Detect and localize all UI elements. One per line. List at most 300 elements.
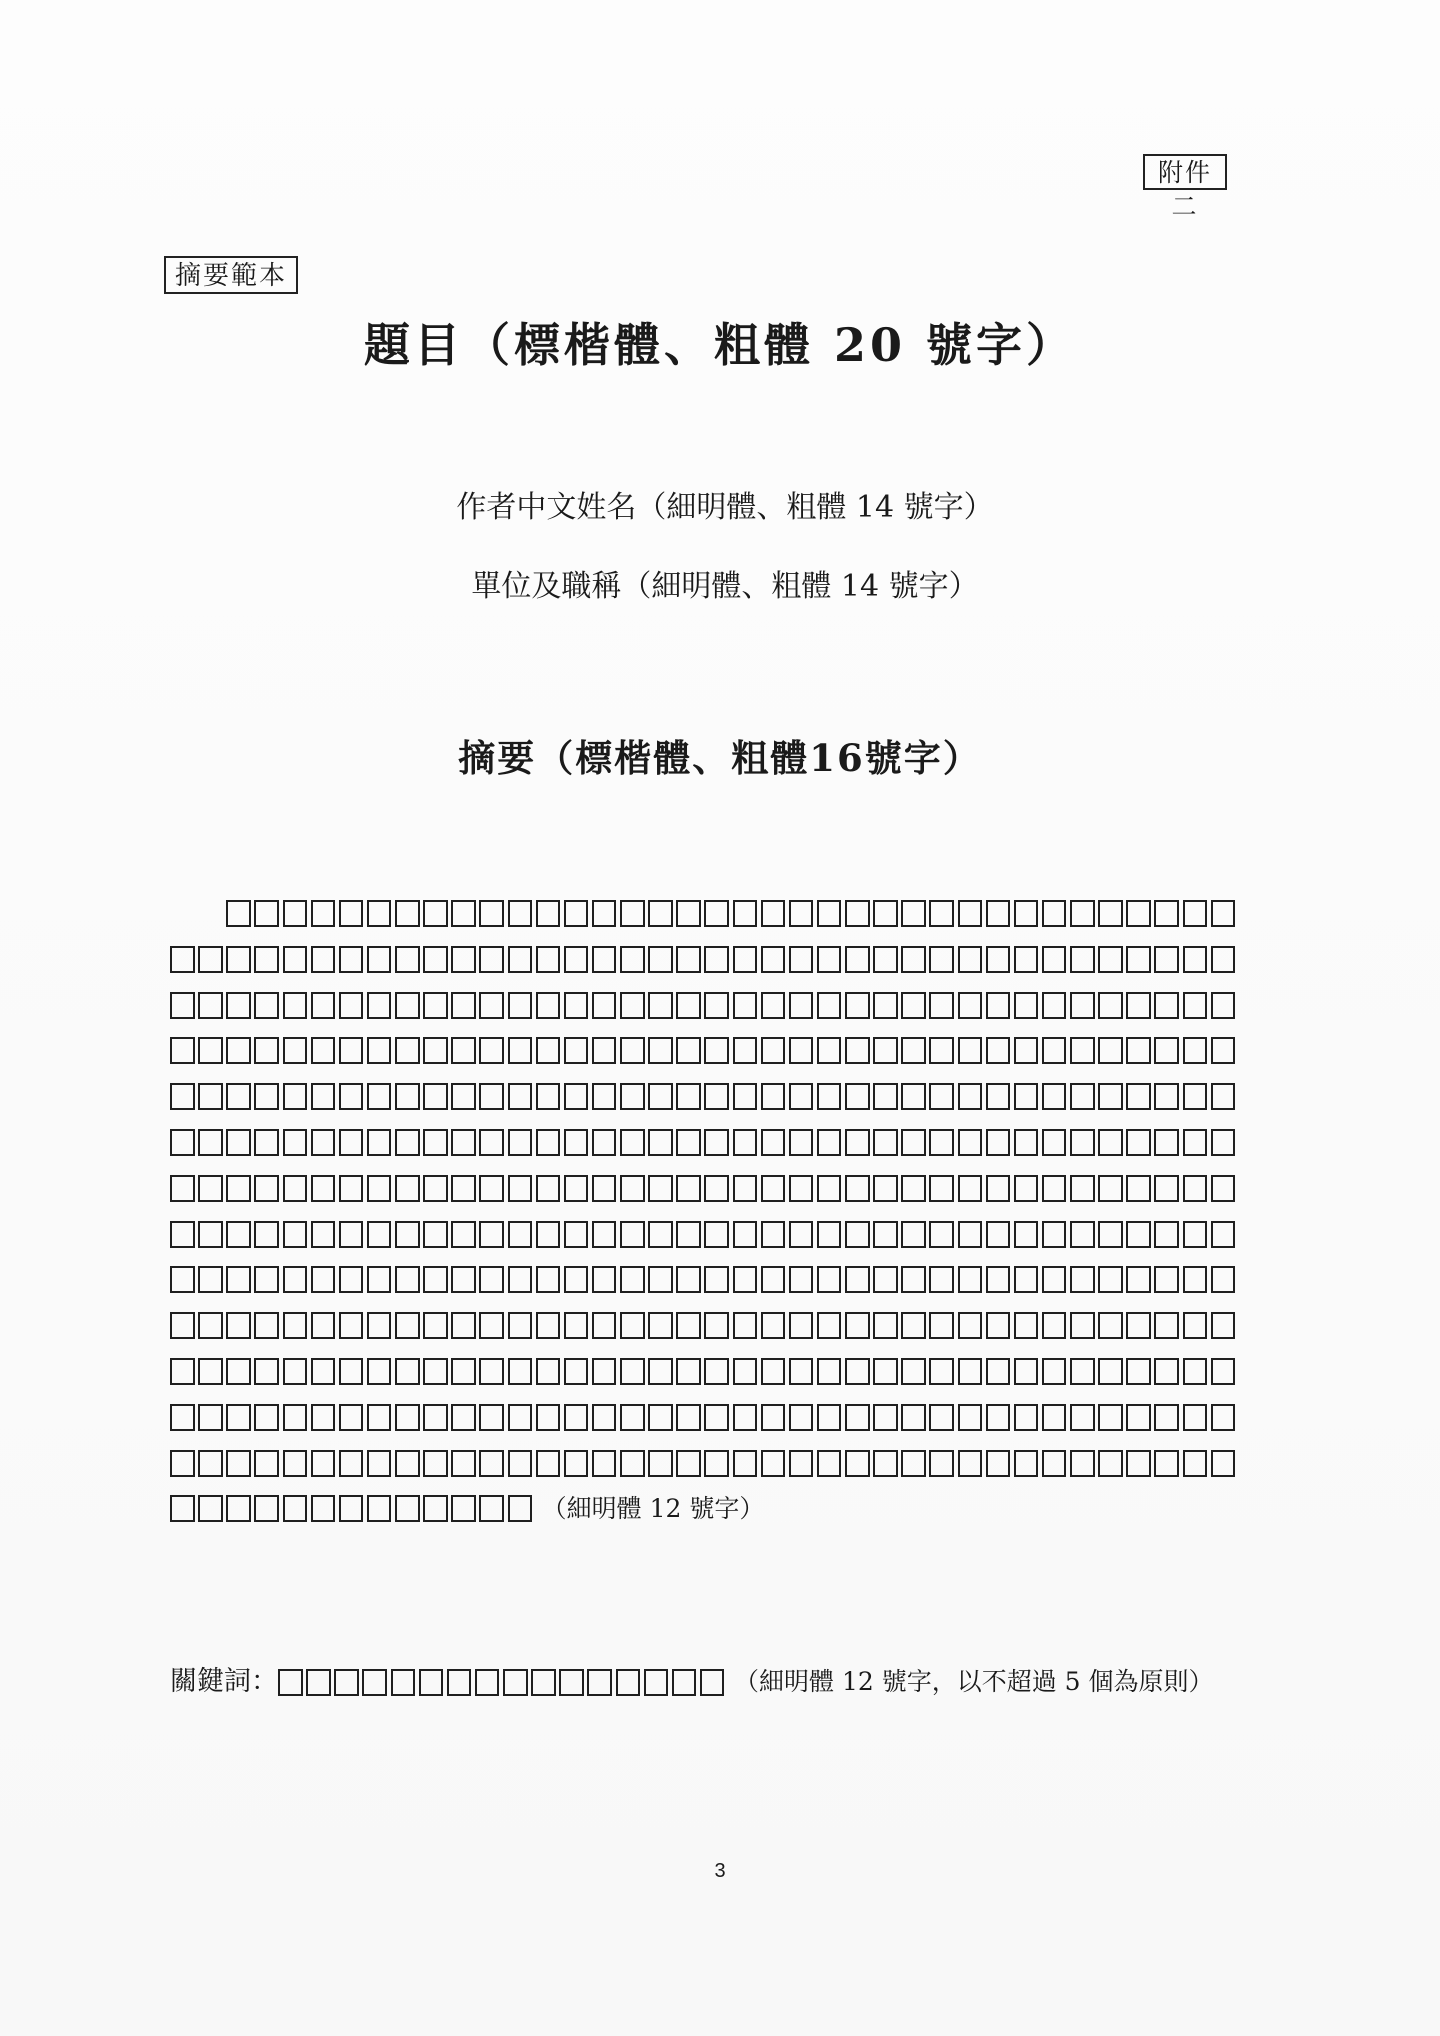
placeholder-box [1126, 1221, 1151, 1248]
placeholder-box [789, 900, 814, 927]
placeholder-box [620, 1129, 645, 1156]
placeholder-box [508, 1450, 533, 1477]
keyword-placeholder-box [362, 1669, 387, 1696]
placeholder-box [845, 1404, 870, 1431]
placeholder-box [423, 1083, 448, 1110]
placeholder-box [592, 1404, 617, 1431]
placeholder-box [1070, 1358, 1095, 1385]
placeholder-box [564, 1175, 589, 1202]
placeholder-box [1154, 900, 1179, 927]
placeholder-box [508, 1221, 533, 1248]
placeholder-box [226, 900, 251, 927]
placeholder-box [1126, 1129, 1151, 1156]
placeholder-box [564, 1358, 589, 1385]
placeholder-box [620, 1358, 645, 1385]
placeholder-box [283, 1495, 308, 1522]
placeholder-box [254, 1175, 279, 1202]
keyword-placeholder-box [306, 1669, 331, 1696]
placeholder-box [648, 1312, 673, 1339]
placeholder-box [648, 1221, 673, 1248]
placeholder-box [198, 1404, 223, 1431]
placeholder-box [592, 1450, 617, 1477]
placeholder-box [817, 1037, 842, 1064]
placeholder-box [564, 1266, 589, 1293]
placeholder-box [761, 946, 786, 973]
placeholder-box [1154, 1312, 1179, 1339]
placeholder-box [198, 1450, 223, 1477]
placeholder-box [704, 1037, 729, 1064]
placeholder-box [1183, 1175, 1208, 1202]
placeholder-box [1211, 1358, 1236, 1385]
placeholder-box [648, 946, 673, 973]
placeholder-box [311, 946, 336, 973]
placeholder-box [395, 900, 420, 927]
keyword-placeholder-box [391, 1669, 416, 1696]
abstract-row [170, 1358, 1239, 1388]
placeholder-box [958, 1312, 983, 1339]
placeholder-box [1098, 1037, 1123, 1064]
placeholder-box [929, 1175, 954, 1202]
placeholder-box [845, 992, 870, 1019]
placeholder-box [620, 900, 645, 927]
placeholder-box [311, 1129, 336, 1156]
placeholder-box [620, 946, 645, 973]
placeholder-box [1183, 1450, 1208, 1477]
abstract-row [170, 1037, 1239, 1067]
placeholder-box [1211, 1266, 1236, 1293]
placeholder-box [592, 1129, 617, 1156]
placeholder-box [789, 1083, 814, 1110]
placeholder-box [564, 1450, 589, 1477]
placeholder-box [704, 1450, 729, 1477]
placeholder-box [479, 1129, 504, 1156]
placeholder-box [423, 900, 448, 927]
placeholder-box [1154, 1175, 1179, 1202]
placeholder-box [1014, 946, 1039, 973]
keyword-placeholder-box [616, 1669, 641, 1696]
placeholder-box [1126, 900, 1151, 927]
placeholder-box [395, 992, 420, 1019]
abstract-row [170, 946, 1239, 976]
placeholder-box [704, 1221, 729, 1248]
placeholder-box [451, 1495, 476, 1522]
placeholder-box [1070, 1037, 1095, 1064]
placeholder-box [198, 1358, 223, 1385]
placeholder-box [198, 1083, 223, 1110]
placeholder-box [676, 1358, 701, 1385]
placeholder-box [367, 946, 392, 973]
placeholder-box [1126, 1404, 1151, 1431]
placeholder-box [845, 1037, 870, 1064]
placeholder-box [958, 1221, 983, 1248]
placeholder-box [873, 946, 898, 973]
placeholder-box [1211, 1312, 1236, 1339]
placeholder-box [283, 1037, 308, 1064]
placeholder-box [226, 1312, 251, 1339]
placeholder-box [254, 1495, 279, 1522]
placeholder-box [929, 1450, 954, 1477]
placeholder-box [704, 1129, 729, 1156]
keywords-label: 關鍵詞： [170, 1666, 278, 1697]
placeholder-box [1126, 1175, 1151, 1202]
placeholder-box [873, 1358, 898, 1385]
placeholder-box [648, 1404, 673, 1431]
placeholder-box [1154, 946, 1179, 973]
placeholder-box [254, 946, 279, 973]
placeholder-box [1183, 1358, 1208, 1385]
placeholder-box [1126, 1358, 1151, 1385]
placeholder-box [1070, 1450, 1095, 1477]
placeholder-box [845, 1312, 870, 1339]
placeholder-box [170, 1175, 195, 1202]
placeholder-box [789, 1037, 814, 1064]
abstract-row [226, 900, 1239, 930]
keyword-placeholder-box [531, 1669, 556, 1696]
placeholder-box [789, 1358, 814, 1385]
placeholder-box [704, 1083, 729, 1110]
placeholder-box [479, 946, 504, 973]
placeholder-box [479, 1450, 504, 1477]
placeholder-box [170, 1358, 195, 1385]
placeholder-box [1154, 992, 1179, 1019]
placeholder-box [226, 1358, 251, 1385]
placeholder-box [958, 1175, 983, 1202]
placeholder-box [901, 1129, 926, 1156]
placeholder-box [1098, 946, 1123, 973]
placeholder-box [901, 1312, 926, 1339]
placeholder-box [508, 1358, 533, 1385]
placeholder-box [958, 900, 983, 927]
placeholder-box [170, 1129, 195, 1156]
placeholder-box [704, 1312, 729, 1339]
placeholder-box [339, 1312, 364, 1339]
placeholder-box [1042, 1404, 1067, 1431]
placeholder-box [817, 1358, 842, 1385]
placeholder-box [1154, 1450, 1179, 1477]
placeholder-box [929, 946, 954, 973]
placeholder-box [733, 1450, 758, 1477]
placeholder-box [1126, 1450, 1151, 1477]
placeholder-box [395, 946, 420, 973]
placeholder-box [536, 992, 561, 1019]
placeholder-box [1014, 1358, 1039, 1385]
placeholder-box [761, 1266, 786, 1293]
placeholder-box [1154, 1129, 1179, 1156]
placeholder-box [254, 1358, 279, 1385]
placeholder-box [254, 992, 279, 1019]
abstract-row [170, 1450, 1239, 1480]
placeholder-box [536, 1404, 561, 1431]
placeholder-box [198, 992, 223, 1019]
placeholder-box [929, 1129, 954, 1156]
placeholder-box [1211, 1083, 1236, 1110]
page-number: 3 [714, 1860, 726, 1882]
placeholder-box [620, 1266, 645, 1293]
placeholder-box [395, 1312, 420, 1339]
placeholder-box [283, 992, 308, 1019]
placeholder-box [1070, 1175, 1095, 1202]
placeholder-box [986, 900, 1011, 927]
placeholder-box [1042, 1266, 1067, 1293]
placeholder-box [1154, 1037, 1179, 1064]
placeholder-box [339, 1083, 364, 1110]
placeholder-box [536, 1175, 561, 1202]
placeholder-box [451, 1358, 476, 1385]
placeholder-box [1183, 1312, 1208, 1339]
placeholder-box [929, 1312, 954, 1339]
placeholder-box [676, 1312, 701, 1339]
placeholder-box [592, 1037, 617, 1064]
placeholder-box [1014, 1175, 1039, 1202]
placeholder-box [254, 1037, 279, 1064]
keyword-placeholder-box [644, 1669, 669, 1696]
placeholder-box [929, 1221, 954, 1248]
placeholder-box [704, 946, 729, 973]
placeholder-box [564, 1221, 589, 1248]
placeholder-box [451, 1312, 476, 1339]
placeholder-box [1070, 992, 1095, 1019]
placeholder-box [170, 1495, 195, 1522]
placeholder-box [339, 1129, 364, 1156]
placeholder-box [536, 1358, 561, 1385]
placeholder-box [339, 1221, 364, 1248]
placeholder-box [536, 1129, 561, 1156]
placeholder-box [170, 1312, 195, 1339]
page-title: 題目（標楷體、粗體 20 號字） [363, 318, 1077, 372]
placeholder-box [1098, 992, 1123, 1019]
placeholder-box [311, 1037, 336, 1064]
keyword-placeholder-box [503, 1669, 528, 1696]
placeholder-box [761, 1083, 786, 1110]
keywords-note: （細明體 12 號字，以不超過 5 個為原則） [734, 1667, 1214, 1696]
placeholder-box [367, 1312, 392, 1339]
placeholder-box [423, 1450, 448, 1477]
placeholder-box [1014, 1312, 1039, 1339]
placeholder-box [536, 1266, 561, 1293]
placeholder-box [873, 1037, 898, 1064]
placeholder-box [1154, 1083, 1179, 1110]
placeholder-box [1154, 1221, 1179, 1248]
placeholder-box [873, 1175, 898, 1202]
placeholder-box [733, 1037, 758, 1064]
placeholder-box [958, 1450, 983, 1477]
placeholder-box [1042, 992, 1067, 1019]
placeholder-box [733, 1083, 758, 1110]
placeholder-box [311, 1495, 336, 1522]
placeholder-box [451, 992, 476, 1019]
placeholder-box [648, 1450, 673, 1477]
placeholder-box [901, 1083, 926, 1110]
placeholder-box [564, 1129, 589, 1156]
placeholder-box [733, 1266, 758, 1293]
placeholder-box [1042, 1358, 1067, 1385]
placeholder-box [733, 1221, 758, 1248]
placeholder-box [367, 992, 392, 1019]
placeholder-box [170, 1221, 195, 1248]
keyword-placeholder-box [278, 1669, 303, 1696]
placeholder-box [395, 1129, 420, 1156]
abstract-font-note: （細明體 12 號字） [541, 1494, 765, 1524]
placeholder-box [817, 946, 842, 973]
placeholder-box [479, 1083, 504, 1110]
placeholder-box [508, 1175, 533, 1202]
keyword-placeholder-box [419, 1669, 444, 1696]
placeholder-box [845, 1358, 870, 1385]
placeholder-box [1014, 1266, 1039, 1293]
placeholder-box [1098, 1312, 1123, 1339]
placeholder-box [1098, 900, 1123, 927]
placeholder-box [761, 1312, 786, 1339]
placeholder-box [789, 946, 814, 973]
placeholder-box [761, 900, 786, 927]
placeholder-box [986, 1175, 1011, 1202]
placeholder-box [929, 1358, 954, 1385]
placeholder-box [648, 1358, 673, 1385]
placeholder-box [761, 1221, 786, 1248]
placeholder-box [845, 946, 870, 973]
placeholder-box [873, 1266, 898, 1293]
placeholder-box [536, 1221, 561, 1248]
placeholder-box [1183, 1129, 1208, 1156]
placeholder-box [986, 1404, 1011, 1431]
placeholder-box [367, 1404, 392, 1431]
placeholder-box [451, 1450, 476, 1477]
placeholder-box [620, 1037, 645, 1064]
placeholder-box [1126, 1312, 1151, 1339]
placeholder-box [1098, 1221, 1123, 1248]
placeholder-box [479, 1266, 504, 1293]
placeholder-box [986, 1312, 1011, 1339]
keywords-line [170, 1667, 1214, 1697]
placeholder-box [564, 1037, 589, 1064]
placeholder-box [339, 1495, 364, 1522]
placeholder-box [395, 1358, 420, 1385]
placeholder-box [901, 1266, 926, 1293]
placeholder-box [733, 1129, 758, 1156]
placeholder-box [1098, 1358, 1123, 1385]
placeholder-box [676, 1129, 701, 1156]
placeholder-box [170, 1404, 195, 1431]
placeholder-box [254, 1404, 279, 1431]
placeholder-box [676, 1404, 701, 1431]
placeholder-box [1098, 1175, 1123, 1202]
placeholder-box [479, 1221, 504, 1248]
placeholder-box [592, 946, 617, 973]
placeholder-box [817, 1266, 842, 1293]
placeholder-box [761, 1037, 786, 1064]
placeholder-box [564, 900, 589, 927]
placeholder-box [676, 946, 701, 973]
placeholder-box [339, 1175, 364, 1202]
placeholder-box [845, 1450, 870, 1477]
placeholder-box [620, 1175, 645, 1202]
placeholder-box [198, 946, 223, 973]
placeholder-box [1126, 1083, 1151, 1110]
placeholder-box [395, 1450, 420, 1477]
placeholder-box [986, 1450, 1011, 1477]
placeholder-box [564, 1404, 589, 1431]
placeholder-box [958, 946, 983, 973]
placeholder-box [958, 1129, 983, 1156]
placeholder-box [733, 946, 758, 973]
placeholder-box [367, 1221, 392, 1248]
keyword-placeholder-box [475, 1669, 500, 1696]
placeholder-box [311, 1358, 336, 1385]
placeholder-box [958, 1083, 983, 1110]
placeholder-box [283, 1129, 308, 1156]
placeholder-box [592, 1175, 617, 1202]
placeholder-box [901, 946, 926, 973]
placeholder-box [1098, 1404, 1123, 1431]
placeholder-box [508, 1037, 533, 1064]
placeholder-box [479, 1175, 504, 1202]
placeholder-box [761, 1175, 786, 1202]
placeholder-box [254, 1450, 279, 1477]
placeholder-box [423, 1404, 448, 1431]
abstract-row [170, 1083, 1239, 1113]
placeholder-box [1098, 1083, 1123, 1110]
placeholder-box [817, 1129, 842, 1156]
placeholder-box [929, 1404, 954, 1431]
placeholder-box [1014, 1221, 1039, 1248]
placeholder-box [620, 1404, 645, 1431]
placeholder-box [817, 992, 842, 1019]
placeholder-box [283, 900, 308, 927]
placeholder-box [958, 1037, 983, 1064]
placeholder-box [1042, 1037, 1067, 1064]
placeholder-box [761, 1450, 786, 1477]
placeholder-box [901, 1450, 926, 1477]
placeholder-box [451, 1221, 476, 1248]
placeholder-box [170, 1266, 195, 1293]
placeholder-box [1070, 1221, 1095, 1248]
placeholder-box [1211, 946, 1236, 973]
placeholder-box [845, 1221, 870, 1248]
placeholder-box [1154, 1404, 1179, 1431]
placeholder-box [1183, 1266, 1208, 1293]
placeholder-box [620, 1221, 645, 1248]
placeholder-box [958, 1404, 983, 1431]
placeholder-box [395, 1175, 420, 1202]
placeholder-box [479, 1495, 504, 1522]
placeholder-box [1042, 1175, 1067, 1202]
placeholder-box [479, 1312, 504, 1339]
placeholder-box [1070, 946, 1095, 973]
placeholder-box [733, 900, 758, 927]
placeholder-box [789, 1312, 814, 1339]
placeholder-box [226, 992, 251, 1019]
placeholder-box [901, 1221, 926, 1248]
placeholder-box [733, 1404, 758, 1431]
affiliation-line: 單位及職稱（細明體、粗體 14 號字） [471, 569, 979, 604]
placeholder-box [1042, 946, 1067, 973]
placeholder-box [198, 1037, 223, 1064]
placeholder-box [564, 1083, 589, 1110]
placeholder-box [704, 1358, 729, 1385]
placeholder-box [733, 1312, 758, 1339]
placeholder-box [283, 1312, 308, 1339]
placeholder-box [1070, 1266, 1095, 1293]
placeholder-box [283, 1175, 308, 1202]
placeholder-box [761, 1404, 786, 1431]
placeholder-box [339, 1404, 364, 1431]
abstract-row [170, 1221, 1239, 1251]
placeholder-box [170, 1037, 195, 1064]
abstract-row [170, 1266, 1239, 1296]
placeholder-box [986, 1037, 1011, 1064]
placeholder-box [986, 1266, 1011, 1293]
placeholder-box [311, 1266, 336, 1293]
